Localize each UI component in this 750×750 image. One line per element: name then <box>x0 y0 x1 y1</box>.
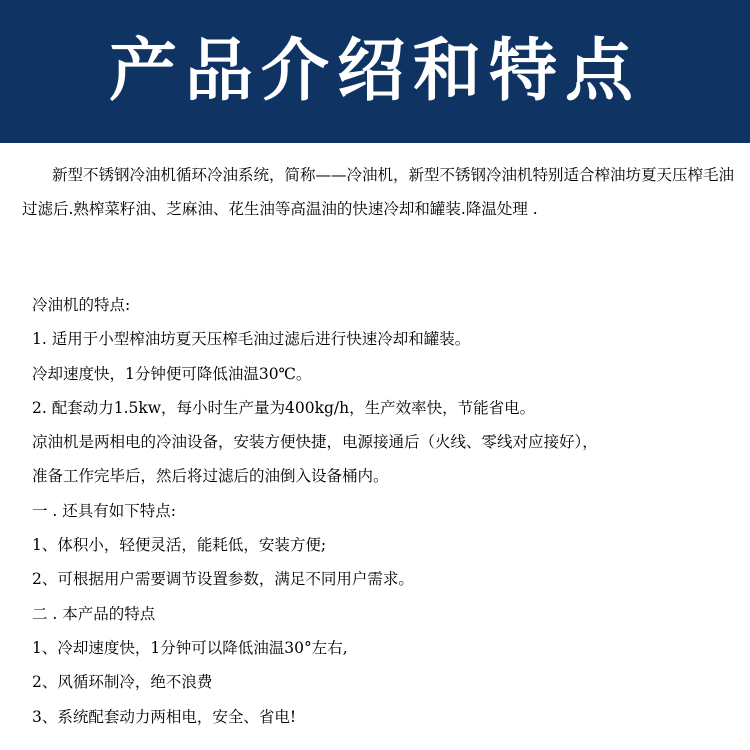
intro-paragraph: 新型不锈钢冷油机循环冷油系统，简称——冷油机，新型不锈钢冷油机特别适合榨油坊夏天压榨毛油过滤后.熟榨菜籽油、芝麻油、花生油等高温油的快速冷却和罐装.降温处理 . <box>22 166 735 218</box>
list-item: 准备工作完毕后，然后将过滤后的油倒入设备桶内。 <box>32 467 389 486</box>
list-item: 1. 适用于小型榨油坊夏天压榨毛油过滤后进行快速冷却和罐装。 <box>32 330 471 349</box>
list-item: 1、体积小，轻便灵活，能耗低，安装方便; <box>32 536 327 555</box>
section-heading-extra-features: 一 . 还具有如下特点: <box>32 501 177 520</box>
list-item: 2、风循环制冷，绝不浪费 <box>32 673 213 692</box>
list-item: 2. 配套动力1.5kw，每小时生产量为400kg/h，生产效率快，节能省电。 <box>32 398 536 417</box>
feature-list <box>32 288 740 734</box>
page-title: 产品介绍和特点 <box>108 31 641 111</box>
header-banner <box>0 0 750 143</box>
list-item: 冷却速度快，1分钟便可降低油温30℃。 <box>32 364 312 383</box>
list-item: 1、冷却速度快，1分钟可以降低油温30°左右, <box>32 638 348 657</box>
section-heading-features: 冷油机的特点: <box>32 296 131 314</box>
section-heading-product-features: 二 . 本产品的特点 <box>32 604 156 623</box>
list-item: 2、可根据用户需要调节设置参数，满足不同用户需求。 <box>32 570 414 589</box>
list-item: 凉油机是两相电的冷油设备，安装方便快捷，电源接通后（火线、零线对应接好）， <box>32 433 598 452</box>
list-item: 3、系统配套动力两相电，安全、省电! <box>32 707 297 726</box>
